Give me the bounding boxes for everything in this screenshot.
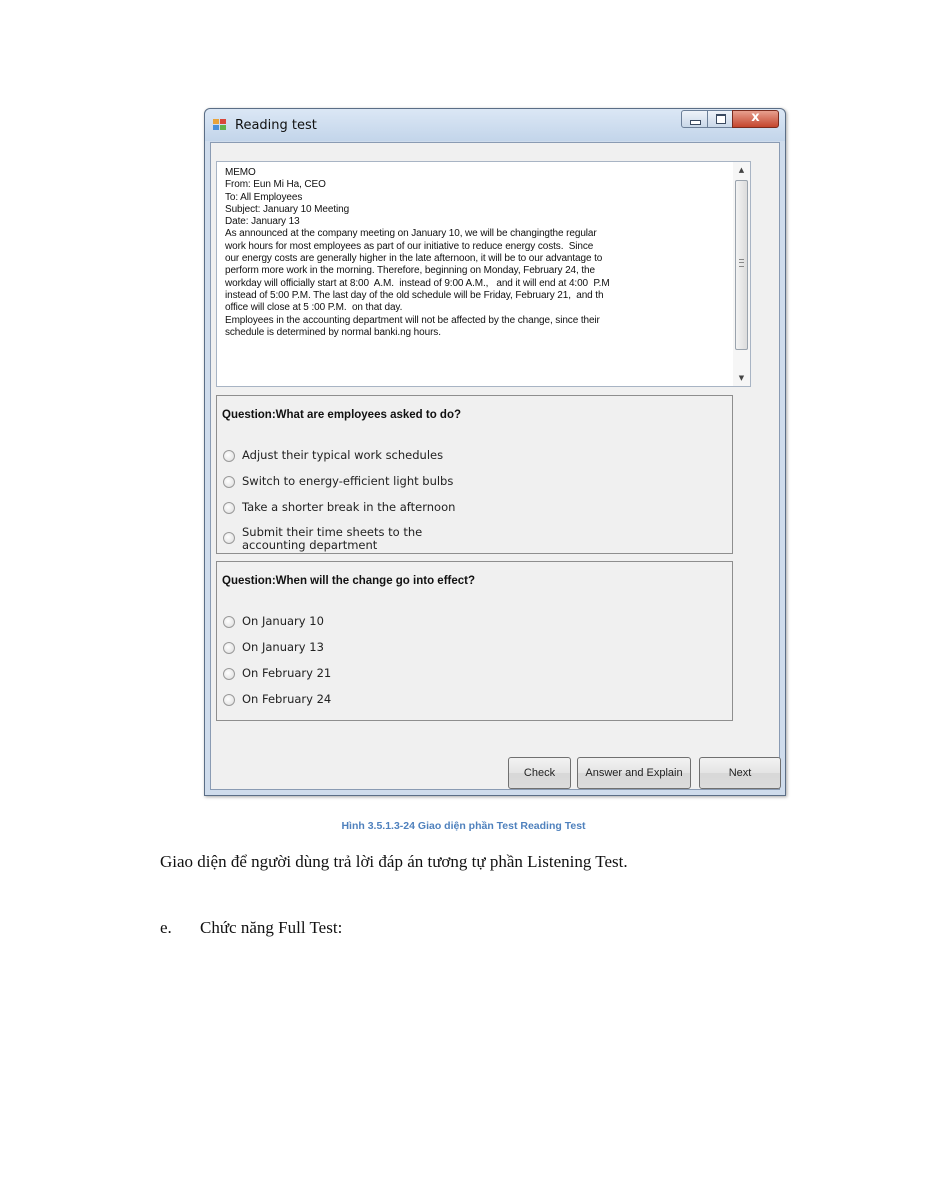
window-client-area bbox=[210, 142, 780, 790]
answer-explain-button[interactable]: Answer and Explain bbox=[577, 757, 691, 789]
radio-button[interactable] bbox=[223, 616, 235, 628]
memo-text: MEMO From: Eun Mi Ha, CEO To: All Employees Subject: January 10 Meeting Date: January 13 As announced at the company meeting on January 10, we will be changingthe regular work hours for most employees as part of our initiative to reduce energy costs. Since our energy costs are generally higher in the late afternoon, it will be to our advantage to perform more work in the morning. Therefore, beginning on Monday, February 24, the workday will officially start at 8:00 A.M. instead of 9:00 A.M., and it will end at 4:00 P.M instead of 5:00 P.M. The last day of the old schedule will be Friday, February 21, and th office will close at 5 :00 P.M. on that day. Employees in the accounting department will not be affected by the change, since their schedule is determined by normal banki.ng hours. bbox=[225, 167, 610, 338]
answer-option-label: Switch to energy-efficient light bulbs bbox=[242, 474, 454, 488]
scroll-up-icon[interactable]: ▲ bbox=[738, 166, 745, 174]
question-group-2 bbox=[216, 561, 733, 721]
grip-icon bbox=[739, 259, 744, 267]
answer-option-label: Submit their time sheets to the accounting department bbox=[242, 525, 423, 552]
answer-option-label: Take a shorter break in the afternoon bbox=[242, 500, 456, 514]
question-group-1 bbox=[216, 395, 733, 554]
next-button[interactable]: Next bbox=[699, 757, 781, 789]
list-marker: e. bbox=[160, 918, 172, 937]
answer-option-label: On January 13 bbox=[242, 640, 324, 654]
minimize-icon[interactable] bbox=[681, 110, 708, 128]
question-title: Question:When will the change go into effect? bbox=[222, 575, 475, 587]
answer-option-label: On February 24 bbox=[242, 692, 332, 706]
app-icon bbox=[213, 119, 229, 133]
title-bar[interactable] bbox=[205, 109, 785, 141]
figure-caption: Hình 3.5.1.3-24 Giao diện phần Test Reading Test bbox=[341, 820, 586, 832]
question-title: Question:What are employees asked to do? bbox=[222, 409, 461, 421]
memo-scrollbar[interactable] bbox=[733, 162, 750, 386]
radio-button[interactable] bbox=[223, 502, 235, 514]
reading-test-window bbox=[204, 108, 786, 796]
scroll-down-icon[interactable]: ▼ bbox=[738, 374, 745, 382]
check-button[interactable]: Check bbox=[508, 757, 571, 789]
radio-button[interactable] bbox=[223, 476, 235, 488]
radio-button[interactable] bbox=[223, 642, 235, 654]
answer-option-label: On January 10 bbox=[242, 614, 324, 628]
body-paragraph: Giao diện để người dùng trả lời đáp án tương tự phần Listening Test. bbox=[160, 852, 628, 871]
radio-button[interactable] bbox=[223, 450, 235, 462]
radio-button[interactable] bbox=[223, 532, 235, 544]
memo-textbox[interactable] bbox=[216, 161, 751, 387]
maximize-icon[interactable] bbox=[707, 110, 733, 128]
radio-button[interactable] bbox=[223, 694, 235, 706]
window-title: Reading test bbox=[235, 118, 317, 133]
radio-button[interactable] bbox=[223, 668, 235, 680]
answer-option-label: On February 21 bbox=[242, 666, 332, 680]
section-heading: Chức năng Full Test: bbox=[200, 918, 343, 937]
scroll-thumb[interactable] bbox=[735, 180, 748, 350]
close-icon[interactable]: x bbox=[732, 110, 779, 128]
answer-option-label: Adjust their typical work schedules bbox=[242, 448, 444, 462]
